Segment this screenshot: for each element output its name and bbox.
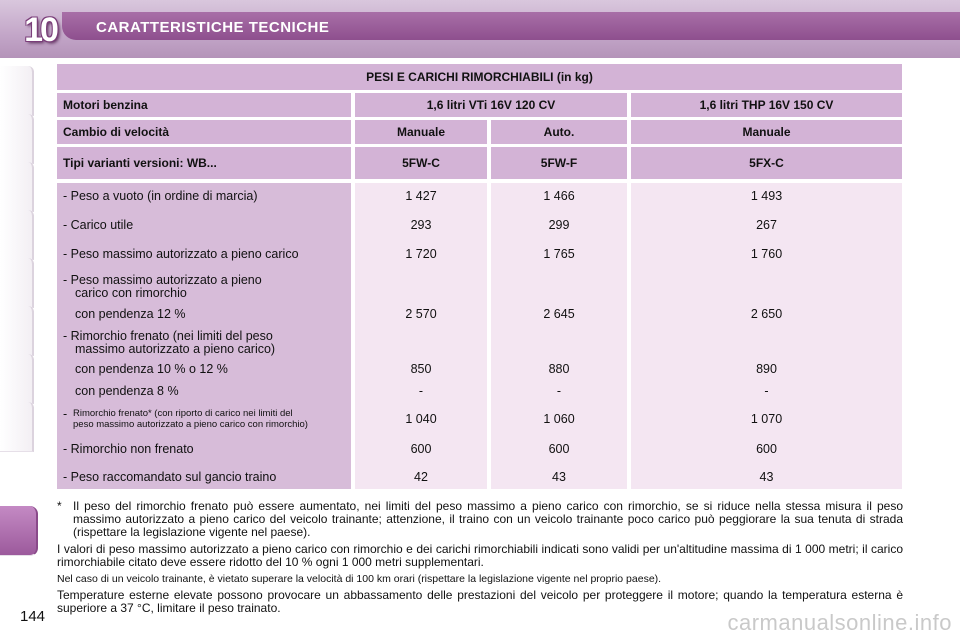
gearbox-row — [57, 120, 902, 144]
row-value: 1 720 — [405, 247, 437, 261]
chapter-side-tabs — [0, 66, 40, 586]
row-value: 2 570 — [405, 307, 437, 321]
side-tab[interactable] — [0, 306, 34, 356]
gearbox-2: Auto. — [491, 120, 627, 144]
row-label-continued: carico con rimorchio — [75, 286, 187, 300]
side-tab[interactable] — [0, 258, 34, 308]
row-label: Rimorchio frenato* (con riporto di carico nei limiti del — [73, 408, 293, 419]
row-value: 299 — [548, 218, 570, 232]
row-value: 1 040 — [405, 412, 437, 426]
row-value: 1 765 — [543, 247, 575, 261]
row-label: con pendenza 12 % — [75, 307, 186, 321]
row-label: con pendenza 8 % — [75, 384, 179, 398]
row-label: - Peso massimo autorizzato a pieno carico — [63, 247, 299, 261]
row-value: 43 — [552, 470, 566, 484]
watermark: carmanualsonline.info — [727, 610, 952, 635]
table-title: PESI E CARICHI RIMORCHIABILI (in kg) — [57, 64, 902, 90]
note-altitude: I valori di peso massimo autorizzato a pieno carico con rimorchio e dei carichi rimorchiabili indicati sono validi per un'altitudine massima di 1 000 metri; il carico rimorchiabile citato deve essere ridotto del 10 % ogni 1 000 metri supplementari. — [57, 542, 903, 569]
row-value: - — [556, 384, 562, 398]
version-1: 5FW-C — [355, 147, 487, 179]
row-label-continued: massimo autorizzato a pieno carico) — [75, 342, 276, 356]
row-label: - Peso a vuoto (in ordine di marcia) — [63, 189, 258, 203]
row-label: - Carico utile — [63, 218, 134, 232]
row-value: 600 — [410, 442, 432, 456]
row-label-continued: peso massimo autorizzato a pieno carico con rimorchio) — [73, 419, 308, 430]
row-value: 267 — [756, 218, 777, 232]
row-value: - — [764, 384, 769, 398]
engine-row-label: Motori benzina — [57, 93, 351, 117]
gearbox-3: Manuale — [631, 120, 902, 144]
row-value: 2 650 — [750, 307, 783, 321]
page-number: 144 — [20, 608, 46, 625]
row-label: - Rimorchio frenato (nei limiti del peso — [63, 329, 273, 343]
page-title: CARATTERISTICHE TECNICHE — [96, 19, 330, 36]
row-label: - Peso massimo autorizzato a pieno — [63, 273, 262, 287]
row-value: 890 — [756, 362, 777, 376]
row-value: 600 — [548, 442, 570, 456]
side-tab[interactable] — [0, 402, 34, 452]
row-value: 1 493 — [750, 189, 783, 203]
engine-row — [57, 93, 902, 117]
row-value: 43 — [759, 470, 774, 484]
row-value: 600 — [756, 442, 777, 456]
gearbox-1: Manuale — [355, 120, 487, 144]
version-row-label: Tipi varianti versioni: WB... — [57, 147, 351, 179]
side-tab-active-chapter[interactable] — [0, 506, 38, 556]
footnote-marker: * — [57, 499, 62, 513]
note-temperature: Temperature esterne elevate possono provocare un abbassamento delle prestazioni del veicolo per proteggere il motore; quando la temperatura esterna è superiore a 37 °C, limitare il peso trainato. — [57, 588, 903, 615]
chapter-number-badge: 10 — [24, 10, 56, 49]
row-value: 293 — [410, 218, 432, 232]
side-tab[interactable] — [0, 66, 34, 116]
note-speed: Nel caso di un veicolo trainante, è vietato superare la velocità di 100 km orari (rispettare la legislazione vigente nel proprio paese). — [57, 573, 662, 585]
row-label-dash: - — [63, 407, 68, 421]
footnote-text: Il peso del rimorchio frenato può essere aumentato, nei limiti del peso massimo a pieno carico con rimorchio, se si riduce nella stessa misura il peso massimo autorizzato a pieno carico del veicolo trainante; attenzione, il traino con un veicolo trainante poco carico può peggiorare la sua tenuta di strada (rispettare la legislazione vigente nel paese). — [73, 499, 903, 539]
row-value: 1 060 — [543, 412, 575, 426]
row-value: 2 645 — [543, 307, 575, 321]
version-2: 5FW-F — [491, 147, 627, 179]
row-value: 880 — [548, 362, 570, 376]
row-value: 42 — [414, 470, 428, 484]
row-value: 1 427 — [405, 189, 437, 203]
notes-section — [57, 500, 903, 619]
footnote-star — [57, 500, 903, 539]
row-label: - Rimorchio non frenato — [63, 442, 194, 456]
row-label: - Peso raccomandato sul gancio traino — [63, 470, 277, 484]
row-value: - — [418, 384, 424, 398]
row-value: 1 070 — [750, 412, 783, 426]
engine-1-label: 1,6 litri VTi 16V 120 CV — [355, 93, 627, 117]
version-3: 5FX-C — [631, 147, 902, 179]
version-row — [57, 147, 902, 179]
gearbox-row-label: Cambio di velocità — [57, 120, 351, 144]
row-label: con pendenza 10 % o 12 % — [75, 362, 228, 376]
table-title-row — [57, 64, 902, 90]
side-tab[interactable] — [0, 114, 34, 164]
row-value: 1 760 — [750, 247, 783, 261]
side-tab[interactable] — [0, 162, 34, 212]
engine-2-label: 1,6 litri THP 16V 150 CV — [631, 93, 902, 117]
side-tab[interactable] — [0, 210, 34, 260]
side-tab[interactable] — [0, 354, 34, 404]
row-value: 850 — [410, 362, 432, 376]
row-value: 1 466 — [543, 189, 575, 203]
